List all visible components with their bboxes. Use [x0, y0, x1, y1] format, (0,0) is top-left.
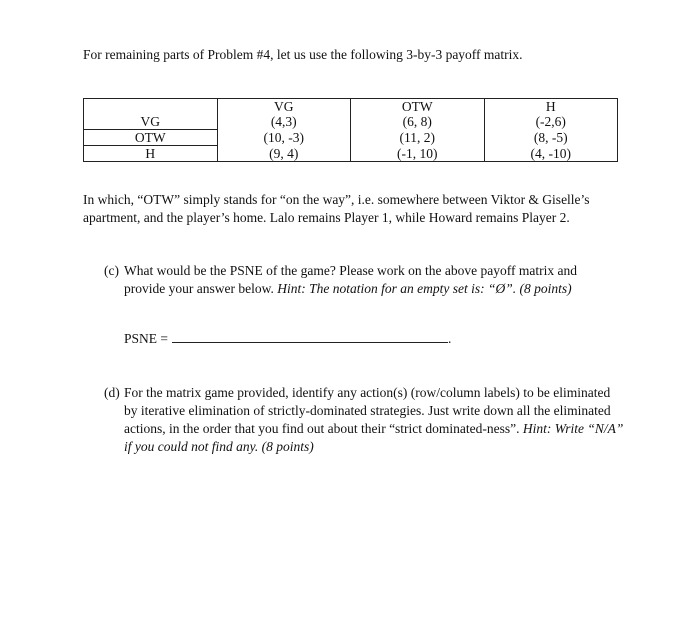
table-row: [84, 114, 618, 130]
question-d: [104, 384, 624, 456]
question-d-body: [124, 384, 624, 456]
table-row: [84, 146, 618, 162]
col-header-otw: OTW: [351, 99, 485, 115]
explanation-text: In which, “OTW” simply stands for “on the way”, i.e. somewhere between Viktor & Giselle’s apartment, and the player’s home. Lalo remains Player 1, while Howard remains Player 2.: [83, 192, 590, 225]
payoff-cell: (-2,6): [484, 114, 618, 130]
payoff-cell: (6, 8): [351, 114, 485, 130]
payoff-cell: (4,3): [217, 114, 351, 130]
question-c-body: [124, 262, 604, 298]
table-corner-cell: [84, 99, 218, 115]
payoff-cell: (9, 4): [217, 146, 351, 162]
psne-answer-blank[interactable]: [172, 330, 448, 343]
question-d-hint: Hint: Write “N/A” if you could not find any. (8 points): [124, 421, 624, 454]
payoff-cell: (-1, 10): [351, 146, 485, 162]
question-c-hint: Hint: The notation for an empty set is: “Ø”. (8 points): [277, 281, 572, 296]
question-d-text: For the matrix game provided, identify any action(s) (row/column labels) to be eliminated by iterative elimination of strictly-dominated strategies. Just write down all the eliminated actions, in the order that you find out about their “strict dominated-ness”.: [124, 385, 611, 436]
question-c-label: (c): [104, 263, 119, 278]
row-label-otw: OTW: [84, 130, 218, 146]
payoff-cell: (4, -10): [484, 146, 618, 162]
question-d-label: (d): [104, 385, 120, 400]
payoff-matrix: [83, 98, 618, 162]
payoff-cell: (11, 2): [351, 130, 485, 146]
col-header-vg: VG: [217, 99, 351, 115]
question-c-text: What would be the PSNE of the game? Please work on the above payoff matrix and provide your answer below.: [124, 263, 578, 296]
table-header-row: [84, 99, 618, 115]
payoff-cell: (8, -5): [484, 130, 618, 146]
psne-end: .: [448, 331, 452, 346]
psne-answer-line: [124, 330, 451, 348]
row-label-vg: VG: [84, 114, 218, 130]
question-c: [104, 262, 604, 298]
intro-text: For remaining parts of Problem #4, let us use the following 3-by-3 payoff matrix.: [83, 47, 523, 62]
psne-label: PSNE =: [124, 331, 169, 346]
col-header-h: H: [484, 99, 618, 115]
payoff-cell: (10, -3): [217, 130, 351, 146]
row-label-h: H: [84, 146, 218, 162]
table-row: [84, 130, 618, 146]
